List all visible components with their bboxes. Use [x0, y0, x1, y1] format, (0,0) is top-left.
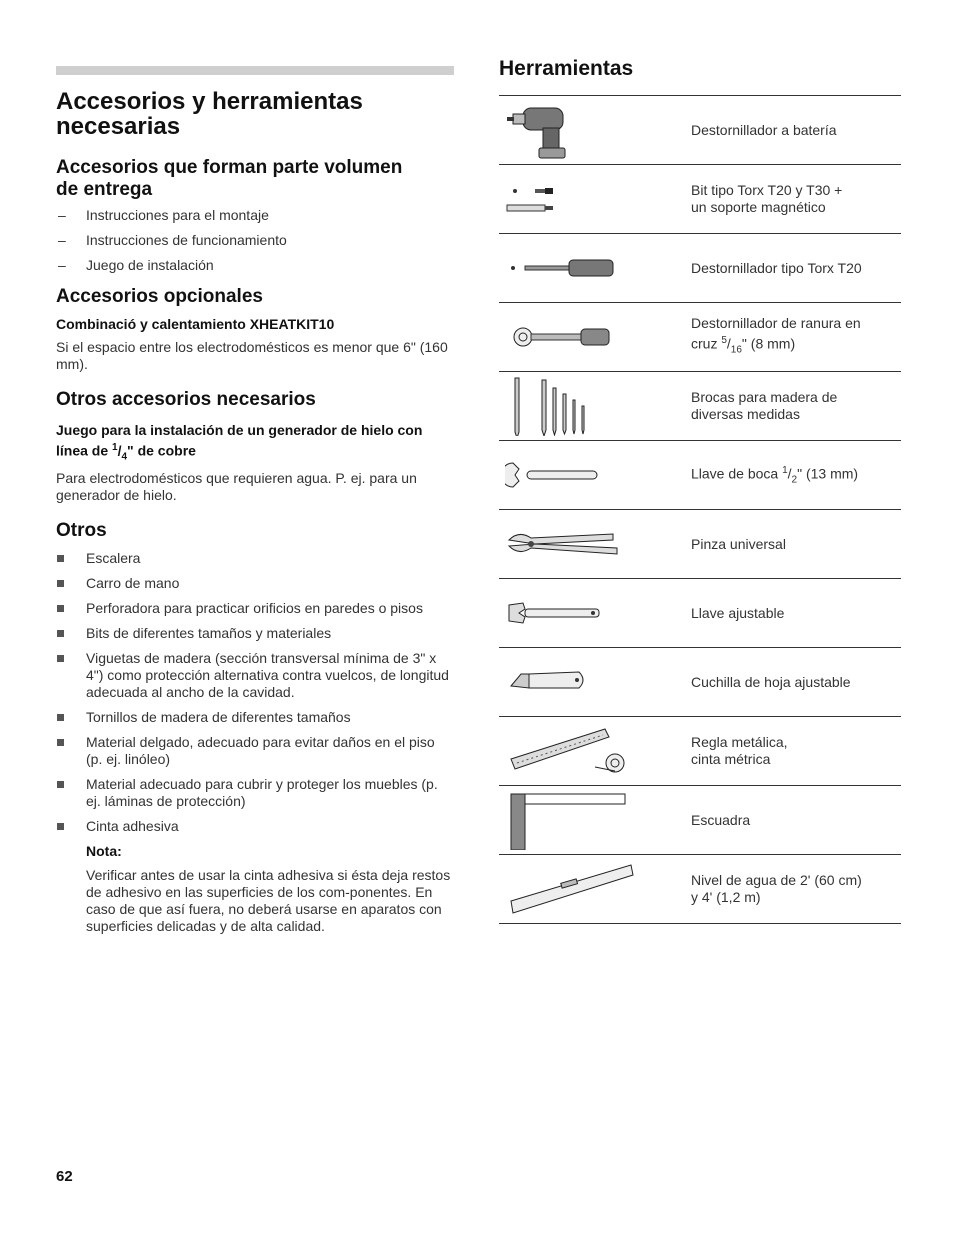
list-item: – Instrucciones para el montaje — [56, 207, 454, 224]
cordless-screwdriver-icon — [505, 100, 635, 160]
tool-label: Llave ajustable — [691, 604, 785, 621]
ice-kit-text: Para electrodomésticos que requieren agua. P. ej. para un generador de hielo. — [56, 470, 417, 504]
tool-row — [499, 234, 901, 303]
tool-label: Pinza universal — [691, 535, 786, 552]
utility-knife-icon — [505, 652, 635, 712]
list-item: Tornillos de madera de diferentes tamaños — [56, 709, 454, 726]
square-icon — [505, 790, 635, 850]
tool-label: Destornillador tipo Torx T20 — [691, 259, 862, 276]
list-item: Viguetas de madera (sección transversal mínima de 3" x 4") como protección alternativa contra vuelcos, de longitud adecuada al ancho de la cavidad. — [56, 650, 454, 701]
tool-label: Escuadra — [691, 811, 751, 828]
optional-text: Si el espacio entre los electrodomésticos es menor que 6" (160 mm). — [56, 339, 448, 372]
tool-row — [499, 165, 901, 234]
note-text: Verificar antes de usar la cinta adhesiva si ésta deja restos de adhesivo en las superficies de los com-ponentes. En caso de que así fuera, no deberá usarse en aparatos con superficies delicadas y de alta calidad. — [86, 867, 451, 935]
tool-label: Nivel de agua de 2' (60 cm) y 4' (1,2 m) — [691, 872, 862, 905]
tool-row — [499, 96, 901, 165]
note-title: Nota: — [86, 843, 122, 860]
tool-label: Llave de boca $^1/_2$" (13 mm) — [691, 464, 859, 486]
tool-row — [499, 855, 901, 924]
list-item: Cinta adhesiva — [56, 818, 454, 835]
tools-heading: Herramientas — [499, 57, 634, 80]
list-item: Bits de diferentes tamaños y materiales — [56, 625, 454, 642]
drill-bits-icon — [505, 376, 635, 436]
tool-row — [499, 372, 901, 441]
optional-subheading: Combinació y calentamiento XHEATKIT10 — [56, 316, 335, 332]
adjustable-wrench-icon — [505, 583, 635, 643]
list-item: Material delgado, adecuado para evitar daños en el piso (p. ej. linóleo) — [56, 734, 454, 768]
list-item: Carro de mano — [56, 575, 454, 592]
page-title: Accesorios y herramientas necesarias — [56, 88, 363, 140]
tool-label: Brocas para madera de diversas medidas — [691, 389, 838, 422]
tool-row — [499, 510, 901, 579]
tools-table — [499, 95, 901, 924]
tool-row — [499, 579, 901, 648]
right-column — [499, 58, 901, 924]
tool-label: Destornillador a batería — [691, 121, 837, 138]
ice-kit-heading: Juego para la instalación de un generador de hielo con línea de $^1/_4$" de cobre — [56, 422, 423, 463]
optional-heading: Accesorios opcionales — [56, 286, 263, 307]
page-number: 62 — [56, 1168, 73, 1185]
others-list — [56, 550, 454, 835]
ruler-tape-icon — [505, 721, 635, 781]
torx-bits-icon — [505, 169, 635, 229]
tool-label: Bit tipo Torx T20 y T30 + un soporte magnético — [691, 182, 843, 215]
tool-row — [499, 441, 901, 510]
left-column — [56, 66, 454, 935]
others-heading: Otros — [56, 520, 107, 542]
tool-label: Destornillador de ranura en cruz $^5/_{16}$" (8 mm) — [691, 315, 861, 356]
list-item: Material adecuado para cubrir y proteger los muebles (p. ej. láminas de protección) — [56, 776, 454, 810]
list-item: Perforadora para practicar orificios en paredes o pisos — [56, 600, 454, 617]
tool-row — [499, 717, 901, 786]
spirit-level-icon — [505, 859, 635, 919]
tool-row — [499, 648, 901, 717]
included-list — [56, 207, 454, 274]
list-item: – Juego de instalación — [56, 257, 454, 274]
list-item: Escalera — [56, 550, 454, 567]
tool-label: Cuchilla de hoja ajustable — [691, 673, 851, 690]
pliers-icon — [505, 514, 635, 574]
other-required-heading: Otros accesorios necesarios — [56, 389, 316, 410]
note — [56, 843, 454, 935]
tool-row — [499, 303, 901, 372]
top-rule — [56, 66, 454, 75]
tool-row — [499, 786, 901, 855]
included-heading: Accesorios que forman parte volumen de entrega — [56, 157, 403, 200]
tool-label: Regla metálica, cinta métrica — [691, 734, 788, 767]
torx-screwdriver-icon — [505, 238, 635, 298]
open-end-wrench-icon — [505, 445, 635, 505]
ratchet-screwdriver-icon — [505, 307, 635, 367]
list-item: – Instrucciones de funcionamiento — [56, 232, 454, 249]
